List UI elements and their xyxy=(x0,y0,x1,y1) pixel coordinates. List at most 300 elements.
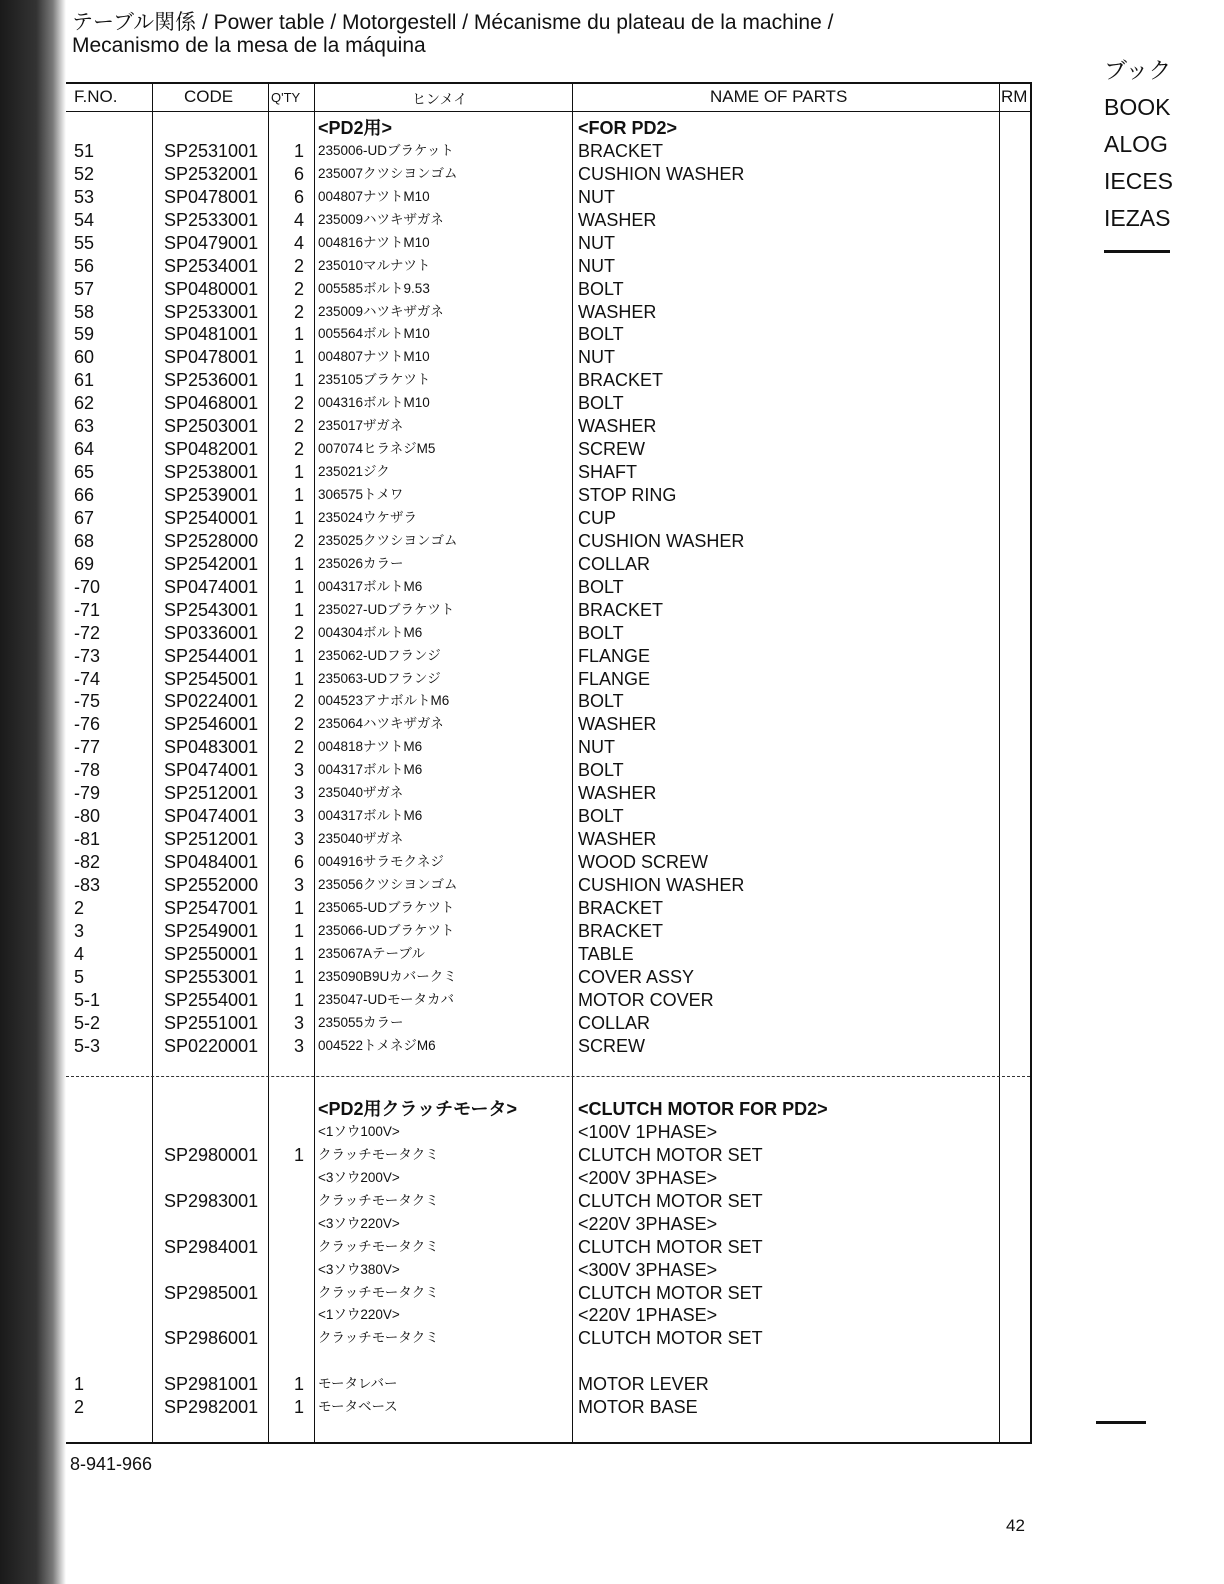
table-row xyxy=(66,438,1030,461)
table-row xyxy=(66,690,1030,713)
code-cell: SP2981001 xyxy=(164,1374,259,1395)
table-row xyxy=(66,782,1030,805)
table-row xyxy=(66,1327,1030,1350)
table-row xyxy=(66,163,1030,186)
header-rm: RM xyxy=(1001,87,1028,106)
table-row xyxy=(66,736,1030,759)
ref-no-cell: 69 xyxy=(74,553,95,574)
ref-no-cell: 5-2 xyxy=(74,1012,101,1033)
code-cell: SP2534001 xyxy=(164,255,259,276)
japanese-name-cell: <1ソウ220V> xyxy=(318,1307,400,1323)
qty-cell: 1 xyxy=(293,140,304,161)
parts-table xyxy=(66,82,1032,1444)
table-row xyxy=(66,989,1030,1012)
qty-cell: 1 xyxy=(293,668,304,689)
ref-no-cell: 67 xyxy=(74,507,95,528)
table-row xyxy=(66,874,1030,897)
table-row xyxy=(66,622,1030,645)
header-japanese-name: ヒンメイ xyxy=(412,91,468,107)
japanese-name-cell: 004522トメネジM6 xyxy=(318,1037,436,1053)
japanese-name-cell: 235021ジク xyxy=(318,464,390,480)
part-name-cell: CUP xyxy=(578,507,617,528)
qty-cell: 1 xyxy=(293,576,304,597)
japanese-name-cell: 235025クツシヨンゴム xyxy=(318,532,458,548)
qty-cell: 2 xyxy=(293,278,304,299)
part-name-cell: WASHER xyxy=(578,301,657,322)
table-row xyxy=(66,576,1030,599)
part-name-cell: COVER ASSY xyxy=(578,966,695,987)
qty-cell: 1 xyxy=(293,324,304,345)
qty-cell: 4 xyxy=(293,232,304,253)
code-cell: SP2546001 xyxy=(164,714,259,735)
table-row xyxy=(66,484,1030,507)
table-row xyxy=(66,1282,1030,1305)
header-ref-no: F.NO. xyxy=(74,87,118,106)
qty-cell: 1 xyxy=(293,370,304,391)
document-code: 8-941-966 xyxy=(70,1454,153,1474)
part-name-cell: SCREW xyxy=(578,1035,645,1056)
ref-no-cell: 5-3 xyxy=(74,1035,101,1056)
part-name-cell: WASHER xyxy=(578,416,657,437)
qty-cell: 6 xyxy=(293,186,304,207)
code-cell: SP2547001 xyxy=(164,897,259,918)
header-code: CODE xyxy=(184,87,234,106)
table-row xyxy=(66,323,1030,346)
ref-no-cell: -73 xyxy=(74,645,101,666)
qty-cell: 1 xyxy=(293,989,304,1010)
japanese-name-cell: 235007クツシヨンゴム xyxy=(318,165,458,181)
japanese-name-cell: 235017ザガネ xyxy=(318,418,404,434)
code-cell: SP2551001 xyxy=(164,1012,259,1033)
japanese-name-cell: <3ソウ200V> xyxy=(318,1169,400,1185)
page-number: 42 xyxy=(1006,1516,1025,1535)
japanese-name-cell: 004316ボルトM10 xyxy=(318,395,430,411)
qty-cell: 3 xyxy=(293,1012,304,1033)
side-rule-bottom xyxy=(1096,1421,1146,1424)
japanese-name-cell: 235010マルナツト xyxy=(318,257,431,273)
part-name-cell: WASHER xyxy=(578,714,657,735)
table-row xyxy=(66,1012,1030,1035)
ref-no-cell: 59 xyxy=(74,324,95,345)
part-name-cell: WOOD SCREW xyxy=(578,852,708,872)
code-cell: SP2542001 xyxy=(164,553,259,574)
table-row xyxy=(66,301,1030,324)
part-name-cell: BRACKET xyxy=(578,599,664,620)
code-cell: SP2532001 xyxy=(164,163,259,184)
japanese-name-cell: 004916サラモクネジ xyxy=(318,854,444,869)
japanese-name-cell: クラッチモータクミ xyxy=(318,1238,439,1254)
japanese-name-cell: 235009ハツキザガネ xyxy=(318,303,444,319)
part-name-cell: NUT xyxy=(578,737,615,758)
ref-no-cell: -72 xyxy=(74,622,101,643)
part-name-cell: NUT xyxy=(578,255,615,276)
part-name-cell: BOLT xyxy=(578,760,624,781)
qty-cell: 2 xyxy=(293,439,304,460)
japanese-name-cell: 007074ヒラネジM5 xyxy=(318,441,436,457)
qty-cell: 6 xyxy=(293,852,304,872)
part-name-cell: MOTOR COVER xyxy=(578,989,714,1010)
page-title-line-2: Mecanismo de la mesa de la máquina xyxy=(72,34,426,57)
qty-cell: 3 xyxy=(293,874,304,895)
qty-cell: 1 xyxy=(293,1397,304,1418)
ref-no-cell: 51 xyxy=(74,140,95,161)
qty-cell: 2 xyxy=(293,737,304,758)
ref-no-cell: 5-1 xyxy=(74,989,101,1010)
table-row xyxy=(66,851,1030,874)
ref-no-cell: -83 xyxy=(74,874,101,895)
table-row xyxy=(66,1236,1030,1259)
ref-no-cell: -71 xyxy=(74,599,101,620)
table-row xyxy=(66,713,1030,736)
table-row xyxy=(66,599,1030,622)
part-name-cell: MOTOR LEVER xyxy=(578,1374,709,1395)
part-name-cell: TABLE xyxy=(578,943,634,964)
code-cell: SP0474001 xyxy=(164,806,259,827)
part-name-cell: FLANGE xyxy=(578,645,651,666)
table-row xyxy=(66,461,1030,484)
japanese-name-cell: 235105ブラケツト xyxy=(318,372,431,388)
part-name-cell: BOLT xyxy=(578,691,624,712)
code-cell: SP0482001 xyxy=(164,439,259,460)
side-label: IEZAS xyxy=(1104,205,1171,231)
qty-cell: 1 xyxy=(293,553,304,574)
table-row xyxy=(66,1259,1030,1282)
japanese-name-cell: 004807ナツトM10 xyxy=(318,188,430,204)
japanese-name-cell: 004818ナツトM6 xyxy=(318,739,423,755)
part-name-cell: CLUTCH MOTOR SET xyxy=(578,1190,763,1211)
table-row xyxy=(66,966,1030,989)
qty-cell: 3 xyxy=(293,783,304,804)
japanese-name-cell: 235047-UDモータカバ xyxy=(318,991,455,1007)
japanese-name-cell: 235006-UDブラケット xyxy=(318,142,454,158)
qty-cell: 2 xyxy=(293,714,304,735)
part-name-cell: COLLAR xyxy=(578,1012,651,1033)
japanese-name-cell: 235024ウケザラ xyxy=(318,509,418,525)
qty-cell: 3 xyxy=(293,806,304,827)
japanese-name-cell: <3ソウ380V> xyxy=(318,1261,400,1277)
table-row xyxy=(66,530,1030,553)
japanese-name-cell: 235090B9Uカバークミ xyxy=(318,968,457,984)
code-cell: SP2533001 xyxy=(164,209,259,230)
table-row xyxy=(66,507,1030,530)
code-cell: SP0480001 xyxy=(164,278,259,299)
qty-cell: 1 xyxy=(293,462,304,483)
table-row xyxy=(66,392,1030,415)
japanese-name-cell: 235009ハツキザガネ xyxy=(318,211,444,227)
code-cell: SP0481001 xyxy=(164,324,259,345)
part-name-cell: BOLT xyxy=(578,576,624,597)
ref-no-cell: -77 xyxy=(74,737,101,758)
code-cell: SP0484001 xyxy=(164,852,259,872)
japanese-name-cell: 005585ボルト9.53 xyxy=(318,280,430,296)
part-name-cell: CUSHION WASHER xyxy=(578,874,745,895)
qty-cell: 2 xyxy=(293,255,304,276)
qty-cell: 1 xyxy=(293,347,304,368)
qty-cell: 2 xyxy=(293,530,304,551)
part-name-cell: CUSHION WASHER xyxy=(578,530,745,551)
japanese-name-cell: 235067Aテーブル xyxy=(318,945,425,961)
table-row xyxy=(66,415,1030,438)
code-cell: SP0220001 xyxy=(164,1035,259,1056)
part-name-cell: BRACKET xyxy=(578,920,664,941)
code-cell: SP2983001 xyxy=(164,1190,259,1211)
part-name-cell: WASHER xyxy=(578,783,657,804)
part-name-cell: <FOR PD2> xyxy=(578,118,678,138)
ref-no-cell: 3 xyxy=(74,920,85,941)
qty-cell: 3 xyxy=(293,829,304,850)
ref-no-cell: -78 xyxy=(74,760,101,781)
qty-cell: 1 xyxy=(293,1374,304,1395)
table-row xyxy=(66,186,1030,209)
code-cell: SP2980001 xyxy=(164,1144,259,1165)
ref-no-cell: 55 xyxy=(74,232,95,253)
side-label: ALOG xyxy=(1104,131,1168,157)
japanese-name-cell: 235062-UDフランジ xyxy=(318,647,441,663)
code-cell: SP2503001 xyxy=(164,416,259,437)
table-row xyxy=(66,346,1030,369)
header-qty: Q'TY xyxy=(271,90,301,105)
part-name-cell: WASHER xyxy=(578,209,657,230)
table-row xyxy=(66,232,1030,255)
japanese-name-cell: 235065-UDブラケツト xyxy=(318,899,455,915)
table-row xyxy=(66,920,1030,943)
code-cell: SP2512001 xyxy=(164,783,259,804)
code-cell: SP2544001 xyxy=(164,645,259,666)
table-row xyxy=(66,117,1030,140)
qty-cell: 1 xyxy=(293,966,304,987)
code-cell: SP2539001 xyxy=(164,485,259,505)
binding-shadow xyxy=(0,0,66,1584)
code-cell: SP2538001 xyxy=(164,462,259,483)
ref-no-cell: 60 xyxy=(74,347,95,368)
ref-no-cell: -79 xyxy=(74,783,101,804)
qty-cell: 1 xyxy=(293,920,304,941)
side-rule-top xyxy=(1104,250,1170,253)
code-cell: SP2982001 xyxy=(164,1397,259,1418)
code-cell: SP0479001 xyxy=(164,232,259,253)
table-row xyxy=(66,1035,1030,1058)
code-cell: SP0478001 xyxy=(164,347,259,368)
part-name-cell: CUSHION WASHER xyxy=(578,163,745,184)
ref-no-cell: -75 xyxy=(74,691,101,712)
table-row xyxy=(66,1098,1030,1121)
page-title-line-1: テーブル関係 / Power table / Motorgestell / Mécanisme du plateau de la machine / xyxy=(72,11,834,34)
code-cell: SP0483001 xyxy=(164,737,259,758)
table-row xyxy=(66,209,1030,232)
japanese-name-cell: 306575トメワ xyxy=(318,487,404,502)
qty-cell: 2 xyxy=(293,622,304,643)
table-row xyxy=(66,140,1030,163)
japanese-name-cell: クラッチモータクミ xyxy=(318,1192,439,1208)
part-name-cell: WASHER xyxy=(578,829,657,850)
code-cell: SP0474001 xyxy=(164,576,259,597)
part-name-cell: NUT xyxy=(578,347,615,368)
qty-cell: 1 xyxy=(293,645,304,666)
code-cell: SP2536001 xyxy=(164,370,259,391)
ref-no-cell: 2 xyxy=(74,897,85,918)
table-row xyxy=(66,1396,1030,1419)
ref-no-cell: 4 xyxy=(74,943,85,964)
code-cell: SP2984001 xyxy=(164,1236,259,1257)
ref-no-cell: -76 xyxy=(74,714,101,735)
qty-cell: 3 xyxy=(293,760,304,781)
ref-no-cell: 53 xyxy=(74,186,95,207)
header-name-of-parts: NAME OF PARTS xyxy=(710,87,848,106)
table-row xyxy=(66,553,1030,576)
japanese-name-cell: 235064ハツキザガネ xyxy=(318,716,444,732)
table-row xyxy=(66,943,1030,966)
qty-cell: 1 xyxy=(293,897,304,918)
japanese-name-cell: <1ソウ100V> xyxy=(318,1123,400,1139)
part-name-cell: SHAFT xyxy=(578,462,638,483)
part-name-cell: CLUTCH MOTOR SET xyxy=(578,1328,763,1349)
code-cell: SP2549001 xyxy=(164,920,259,941)
part-name-cell: BOLT xyxy=(578,278,624,299)
table-row xyxy=(66,1373,1030,1396)
qty-cell: 2 xyxy=(293,393,304,414)
part-name-cell: <CLUTCH MOTOR FOR PD2> xyxy=(578,1099,828,1119)
qty-cell: 4 xyxy=(293,209,304,230)
part-name-cell: STOP RING xyxy=(578,485,677,505)
part-name-cell: <200V 3PHASE> xyxy=(578,1167,718,1188)
ref-no-cell: 56 xyxy=(74,255,95,276)
ref-no-cell: -74 xyxy=(74,668,101,689)
part-name-cell: BOLT xyxy=(578,393,624,414)
ref-no-cell: 58 xyxy=(74,301,95,322)
ref-no-cell: 65 xyxy=(74,462,95,483)
part-name-cell: CLUTCH MOTOR SET xyxy=(578,1282,763,1303)
side-label: ブック xyxy=(1104,57,1172,83)
ref-no-cell: 61 xyxy=(74,370,95,391)
qty-cell: 2 xyxy=(293,691,304,712)
section-divider xyxy=(66,1076,1030,1077)
japanese-name-cell: モータレバー xyxy=(318,1376,398,1392)
side-label: BOOK xyxy=(1104,94,1171,120)
side-label: IECES xyxy=(1104,168,1174,194)
part-name-cell: BRACKET xyxy=(578,140,664,161)
code-cell: SP2553001 xyxy=(164,966,259,987)
code-cell: SP2531001 xyxy=(164,140,259,161)
table-row xyxy=(66,1190,1030,1213)
part-name-cell: BOLT xyxy=(578,622,624,643)
ref-no-cell: 68 xyxy=(74,530,95,551)
part-name-cell: CLUTCH MOTOR SET xyxy=(578,1144,763,1165)
japanese-name-cell: 005564ボルトM10 xyxy=(318,326,430,342)
qty-cell: 1 xyxy=(293,485,304,505)
part-name-cell: NUT xyxy=(578,232,615,253)
code-cell: SP0224001 xyxy=(164,691,259,712)
table-row xyxy=(66,1304,1030,1327)
header-rule xyxy=(66,111,1030,112)
qty-cell: 3 xyxy=(293,1035,304,1056)
ref-no-cell: 64 xyxy=(74,439,95,460)
japanese-name-cell: 235055カラー xyxy=(318,1014,404,1030)
code-cell: SP0468001 xyxy=(164,393,259,414)
ref-no-cell: 66 xyxy=(74,485,95,505)
japanese-name-cell: 004317ボルトM6 xyxy=(318,762,423,778)
table-row xyxy=(66,805,1030,828)
table-row xyxy=(66,1350,1030,1373)
table-row xyxy=(66,369,1030,392)
japanese-name-cell: 004807ナツトM10 xyxy=(318,349,430,365)
table-row xyxy=(66,828,1030,851)
part-name-cell: MOTOR BASE xyxy=(578,1397,698,1418)
japanese-name-cell: 004317ボルトM6 xyxy=(318,578,423,594)
ref-no-cell: 5 xyxy=(74,966,85,987)
table-row xyxy=(66,1167,1030,1190)
code-cell: SP0336001 xyxy=(164,622,259,643)
japanese-name-cell: 235040ザガネ xyxy=(318,831,404,847)
code-cell: SP2528000 xyxy=(164,530,259,551)
code-cell: SP2985001 xyxy=(164,1282,259,1303)
japanese-name-cell: 004523アナボルトM6 xyxy=(318,693,450,709)
japanese-name-cell: <PD2用クラッチモータ> xyxy=(318,1099,517,1119)
japanese-name-cell: 004816ナツトM10 xyxy=(318,234,430,250)
japanese-name-cell: モータベース xyxy=(318,1399,398,1415)
japanese-name-cell: <3ソウ220V> xyxy=(318,1215,400,1231)
japanese-name-cell: <PD2用> xyxy=(318,118,393,138)
table-row xyxy=(66,759,1030,782)
parts-rows-section-1 xyxy=(66,117,1030,1057)
part-name-cell: BRACKET xyxy=(578,370,664,391)
part-name-cell: <300V 3PHASE> xyxy=(578,1259,718,1280)
part-name-cell: BOLT xyxy=(578,324,624,345)
ref-no-cell: -70 xyxy=(74,576,101,597)
japanese-name-cell: 235040ザガネ xyxy=(318,785,404,801)
japanese-name-cell: 235056クツシヨンゴム xyxy=(318,876,458,892)
parts-rows-section-2 xyxy=(66,1098,1030,1419)
qty-cell: 1 xyxy=(293,599,304,620)
table-row xyxy=(66,645,1030,668)
ref-no-cell: -81 xyxy=(74,829,101,850)
part-name-cell: BRACKET xyxy=(578,897,664,918)
code-cell: SP2986001 xyxy=(164,1328,259,1349)
part-name-cell: <220V 1PHASE> xyxy=(578,1305,718,1326)
code-cell: SP2552000 xyxy=(164,874,259,895)
code-cell: SP2550001 xyxy=(164,943,259,964)
qty-cell: 6 xyxy=(293,163,304,184)
japanese-name-cell: 235026カラー xyxy=(318,555,404,571)
code-cell: SP2533001 xyxy=(164,301,259,322)
ref-no-cell: -82 xyxy=(74,852,101,872)
code-cell: SP2554001 xyxy=(164,989,259,1010)
part-name-cell: CLUTCH MOTOR SET xyxy=(578,1236,763,1257)
code-cell: SP2545001 xyxy=(164,668,259,689)
ref-no-cell: 62 xyxy=(74,393,95,414)
japanese-name-cell: 235066-UDブラケツト xyxy=(318,922,455,938)
ref-no-cell: 54 xyxy=(74,209,95,230)
table-row xyxy=(66,1213,1030,1236)
ref-no-cell: 57 xyxy=(74,278,95,299)
code-cell: SP2543001 xyxy=(164,599,259,620)
qty-cell: 1 xyxy=(293,1144,304,1165)
qty-cell: 2 xyxy=(293,416,304,437)
code-cell: SP2540001 xyxy=(164,507,259,528)
japanese-name-cell: クラッチモータクミ xyxy=(318,1284,439,1300)
ref-no-cell: 1 xyxy=(74,1374,85,1395)
japanese-name-cell: 004304ボルトM6 xyxy=(318,624,423,640)
part-name-cell: <220V 3PHASE> xyxy=(578,1213,718,1234)
part-name-cell: FLANGE xyxy=(578,668,651,689)
ref-no-cell: 52 xyxy=(74,163,95,184)
part-name-cell: BOLT xyxy=(578,806,624,827)
japanese-name-cell: クラッチモータクミ xyxy=(318,1146,439,1162)
table-row xyxy=(66,897,1030,920)
japanese-name-cell: クラッチモータクミ xyxy=(318,1330,439,1346)
code-cell: SP2512001 xyxy=(164,829,259,850)
japanese-name-cell: 235027-UDブラケツト xyxy=(318,601,455,617)
code-cell: SP0474001 xyxy=(164,760,259,781)
